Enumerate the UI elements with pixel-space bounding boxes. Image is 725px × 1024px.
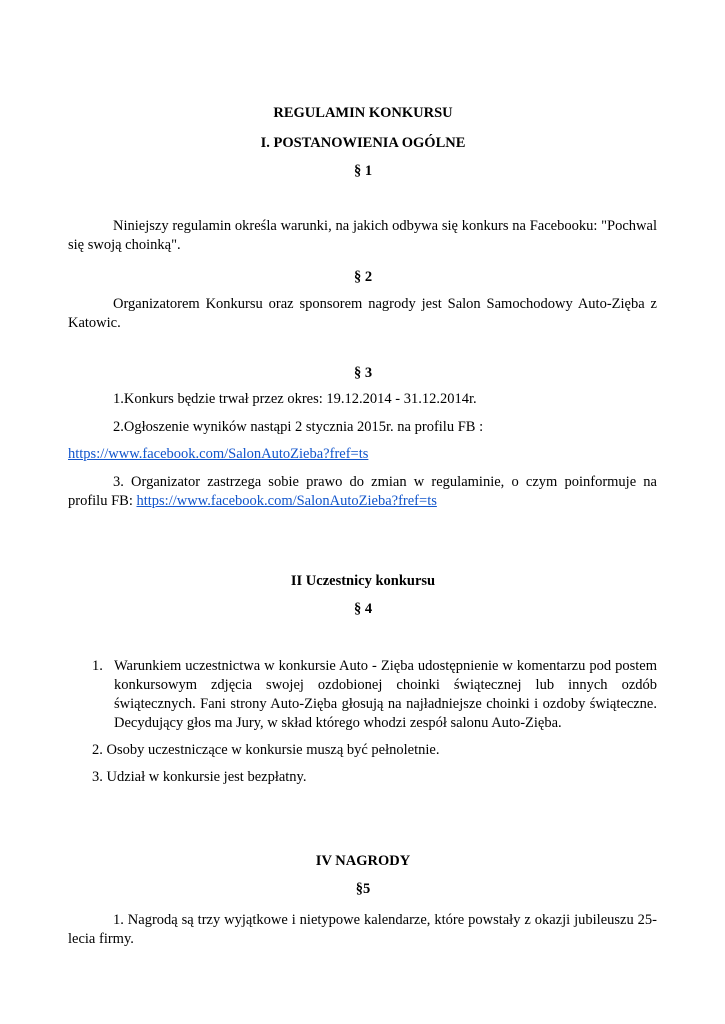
participants-list-item-2: 2. Osoby uczestniczące w konkursie muszą być pełnoletnie. — [92, 742, 440, 758]
document-title: REGULAMIN KONKURSU — [273, 105, 453, 121]
paragraph-sign-3: § 3 — [353, 365, 373, 381]
paragraph-sign-2: § 2 — [353, 269, 373, 285]
list-item-text: Warunkiem uczestnictwa w konkursie Auto - Zięba udostępnienie w komentarzu pod postem konkursowym zdjęcia swojej ozdobionej choinki świątecznej lub innych ozdób świątecznych. Fani strony Auto-Zięba głosują na najładniejsze choinki i ozdoby świąteczne. Decydujący głos ma Jury, w skład którego whodzi zespół salonu Auto-Zięba. — [114, 658, 657, 731]
facebook-profile-link-2[interactable]: https://www.facebook.com/SalonAutoZieba?fref=ts — [136, 493, 437, 509]
participants-list-item-3: 3. Udział w konkursie jest bezpłatny. — [92, 769, 307, 785]
paragraph-3-item-2: 2.Ogłoszenie wyników nastąpi 2 stycznia 2015r. na profilu FB : — [113, 419, 484, 435]
section-heading-general: I. POSTANOWIENIA OGÓLNE — [260, 135, 466, 151]
paragraph-1-text: Niniejszy regulamin określa warunki, na jakich odbywa się konkurs na Facebooku: "Pochwal się swoją choinką". — [68, 218, 657, 253]
section-heading-prizes: IV NAGRODY — [315, 853, 411, 869]
list-number: 1. — [92, 658, 103, 674]
facebook-profile-link-1[interactable]: https://www.facebook.com/SalonAutoZieba?fref=ts — [68, 446, 369, 462]
paragraph-sign-4: § 4 — [353, 601, 373, 617]
paragraph-3-item-3-text: 3. Organizator zastrzega sobie prawo do zmian w regulaminie, o czym poinformuje na profilu FB: — [68, 474, 657, 509]
paragraph-3-item-3 — [68, 473, 657, 511]
participants-list-item-1 — [92, 657, 657, 733]
paragraph-3-item-2-link-line — [68, 445, 657, 464]
paragraph-3-item-1: 1.Konkurs będzie trwał przez okres: 19.12.2014 - 31.12.2014r. — [113, 391, 477, 407]
paragraph-sign-1: § 1 — [353, 163, 373, 179]
paragraph-2-text: Organizatorem Konkursu oraz sponsorem nagrody jest Salon Samochodowy Auto-Zięba z Katowic. — [68, 296, 657, 331]
section-heading-participants: II Uczestnicy konkursu — [290, 573, 436, 589]
paragraph-5-item-1: 1. Nagrodą są trzy wyjątkowe i nietypowe kalendarze, które powstały z okazji jubileuszu 25-lecia firmy. — [68, 912, 657, 947]
paragraph-sign-5: §5 — [355, 881, 371, 897]
